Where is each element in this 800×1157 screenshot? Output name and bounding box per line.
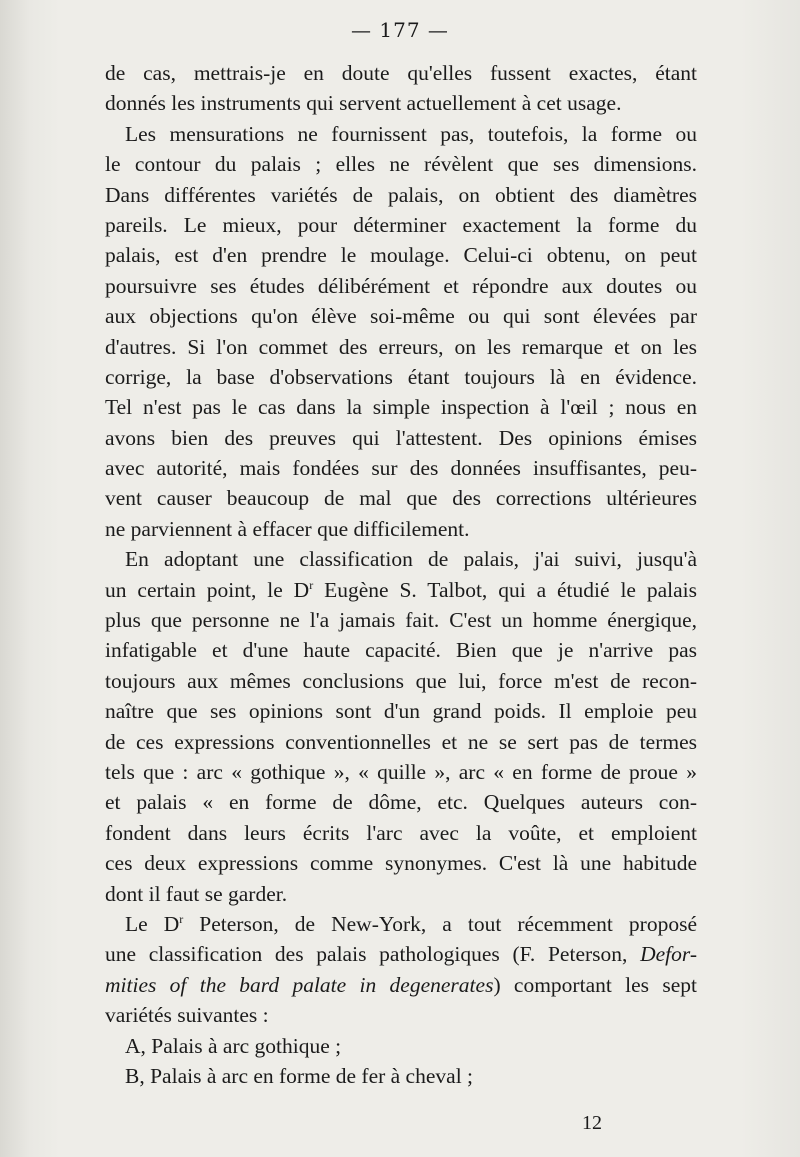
text-line: toujours aux mêmes conclusions que lui, force m'est de recon- [105, 668, 697, 693]
page-body [105, 58, 697, 1091]
text-line: avons bien des preuves qui l'attestent. Des opinions émises [105, 425, 697, 450]
text-line: corrige, la base d'observations étant toujours là en évidence. [105, 364, 697, 389]
text-line: ne parviennent à effacer que difficilement. [105, 516, 470, 541]
text-line: de cas, mettrais-je en doute qu'elles fussent exactes, étant [105, 61, 697, 85]
superscript: r [309, 577, 314, 592]
text-fragment: un certain point, le D [105, 577, 310, 602]
text-fragment: Peterson, de New-York, a tout récemment proposé [183, 911, 697, 936]
text-line: d'autres. Si l'on commet des erreurs, on les remarque et on les [105, 334, 697, 359]
page-number-header: — 177 — [351, 18, 449, 42]
text-line: donnés les instruments qui servent actuellement à cet usage. [105, 91, 622, 116]
text-line: Les mensurations ne fournissent pas, toutefois, la forme ou [125, 121, 697, 146]
text-line: variétés suivantes : [105, 1003, 269, 1028]
text-fragment: ) comportant les sept [493, 972, 697, 997]
text-line: dont il faut se garder. [105, 881, 288, 906]
text-fragment: une classification des palais pathologiques (F. Peterson, [105, 942, 641, 967]
text-line: naître que ses opinions sont d'un grand poids. Il emploie peu [105, 699, 697, 724]
italic-title: Defor- [640, 942, 697, 967]
text-line: palais, est d'en prendre le moulage. Celui-ci obtenu, on peut [105, 243, 697, 268]
text-line [105, 575, 697, 605]
text-line [105, 939, 697, 969]
text-line: plus que personne ne l'a jamais fait. C'est un homme énergique, [105, 608, 697, 633]
text-line: tels que : arc « gothique », « quille », arc « en forme de proue » [105, 759, 697, 784]
text-line: infatigable et d'une haute capacité. Bien que je n'arrive pas [105, 638, 697, 663]
list-item: A, Palais à arc gothique ; [125, 1033, 342, 1058]
text-line: avec autorité, mais fondées sur des données insuffisantes, peu- [105, 456, 697, 481]
text-line: poursuivre ses études délibérément et répondre aux doutes ou [105, 273, 697, 298]
text-line: ces deux expressions comme synonymes. C'est là une habitude [105, 851, 697, 876]
text-line: Dans différentes variétés de palais, on obtient des diamètres [105, 182, 697, 207]
text-line: de ces expressions conventionnelles et ne se sert pas de termes [105, 729, 697, 754]
italic-title: mities of the bard palate in degenerates [105, 972, 494, 997]
text-fragment: Eugène S. Talbot, qui a étudié le palais [313, 577, 698, 602]
text-line: le contour du palais ; elles ne révèlent que ses dimensions. [105, 152, 697, 177]
superscript: r [179, 911, 184, 926]
text-line: Tel n'est pas le cas dans la simple inspection à l'œil ; nous en [105, 395, 697, 420]
signature-mark: 12 [582, 1112, 602, 1134]
text-fragment: Le D [125, 911, 180, 936]
text-line: fondent dans leurs écrits l'arc avec la voûte, et emploient [105, 820, 697, 845]
text-line: En adoptant une classification de palais, j'ai suivi, jusqu'à [125, 547, 697, 572]
list-item: B, Palais à arc en forme de fer à cheval ; [125, 1063, 474, 1088]
text-line [105, 909, 697, 939]
text-line: vent causer beaucoup de mal que des corrections ultérieures [105, 486, 697, 511]
text-line: et palais « en forme de dôme, etc. Quelques auteurs con- [105, 790, 697, 815]
text-line: pareils. Le mieux, pour déterminer exactement la forme du [105, 212, 697, 237]
text-line [105, 970, 697, 1000]
text-line: aux objections qu'on élève soi-même ou qui sont élevées par [105, 304, 697, 329]
